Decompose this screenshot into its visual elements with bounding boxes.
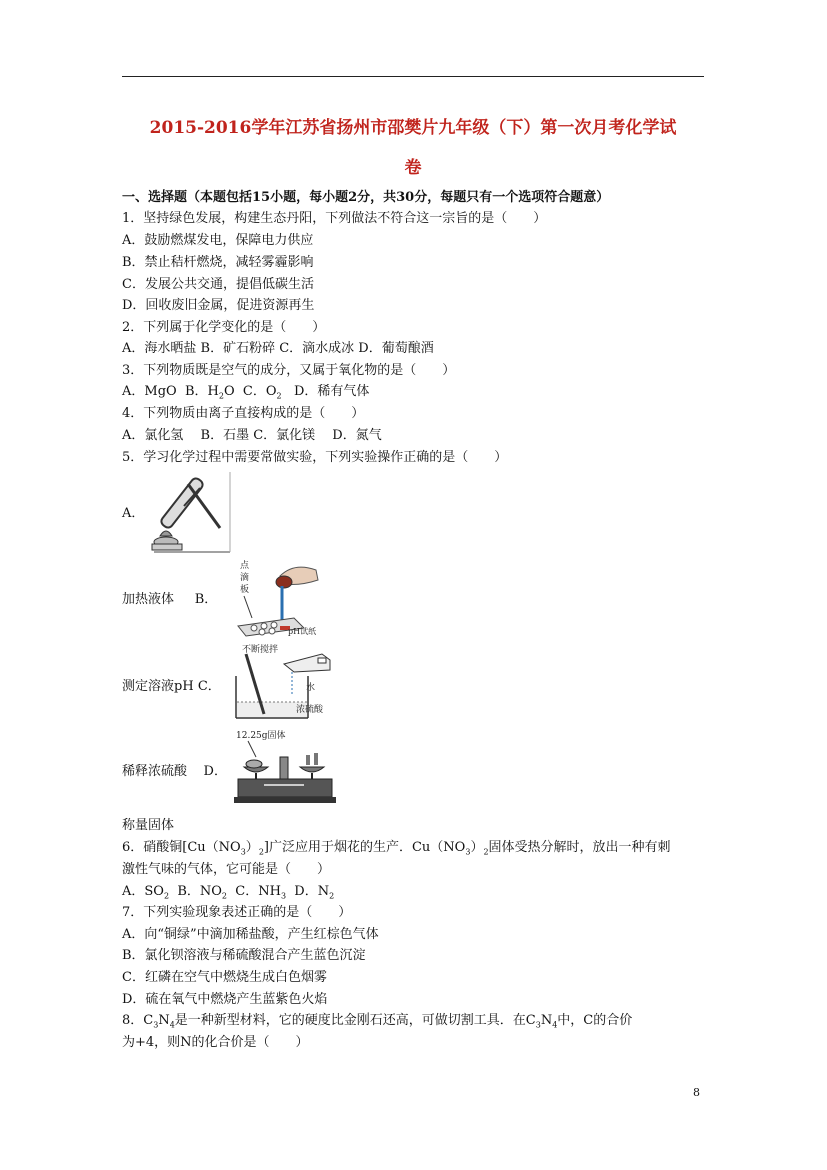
question-7-stem: 7．下列实验现象表述正确的是（ ）	[122, 905, 352, 920]
fig-b-label-2: 滴	[240, 573, 250, 583]
question-6-stem-line-1: 6．硝酸铜$[Cu(NO_3)_2]$广泛应用于烟花的生产．$Cu(NO_3)_2$固体受热分解时，放出一种有刺	[122, 840, 671, 857]
question-3-options	[122, 384, 369, 405]
header-rule	[122, 76, 704, 77]
question-5-stem: 5．学习化学过程中需要常做实验，下列实验操作正确的是（ ）	[122, 450, 508, 465]
heating-liquid-figure	[146, 470, 232, 554]
question-6-stem-line-2: 激性气味的气体，它可能是（ ）	[122, 862, 331, 877]
dilution-figure	[234, 642, 336, 720]
q6-option-c: C．$NH_3$	[235, 884, 287, 901]
fig-d-label: 12.25g固体	[236, 731, 286, 741]
question-1-stem: 1．坚持绿色发展，构建生态丹阳，下列做法不符合这一宗旨的是（ ）	[122, 211, 547, 226]
question-2-stem: 2．下列属于化学变化的是（ ）	[122, 320, 326, 335]
page-title-line-2: 卷	[404, 158, 422, 178]
section-heading: 一、选择题（本题包括15小题，每小题2分，共30分，每题只有一个选项符合题意）	[122, 190, 610, 205]
question-5-option-a-label: A．	[122, 506, 145, 521]
question-7-option-c: C．红磷在空气中燃烧生成白色烟雾	[122, 970, 327, 985]
fig-b-label-1: 点	[240, 561, 250, 571]
question-5-option-c-label: C．	[197, 679, 221, 694]
q3-option-b: B．$H_2O$	[184, 384, 235, 401]
fig-b-label-4: pH试纸	[288, 627, 317, 636]
q3-option-a: A．MgO	[122, 384, 177, 399]
question-5-row-c	[122, 679, 221, 695]
fig-c-label-2: 水	[306, 683, 316, 693]
question-4-stem: 4．下列物质由离子直接构成的是（ ）	[122, 406, 365, 421]
question-7-option-a: A．向“铜绿”中滴加稀盐酸，产生红棕色气体	[122, 927, 379, 942]
option-b-caption: 测定溶液pH	[122, 679, 194, 694]
q6-option-a: A．$SO_2$	[122, 884, 170, 901]
question-5-option-b-label: B．	[194, 592, 218, 607]
question-1-option-b: B．禁止秸杆燃烧，减轻雾霾影响	[122, 255, 314, 270]
q3-option-c: C．$O_2$	[242, 384, 282, 401]
page-title-line-1: 2015-2016学年江苏省扬州市邵樊片九年级（下）第一次月考化学试	[149, 118, 677, 138]
q6-option-b: B．$NO_2$	[177, 884, 227, 901]
fig-c-label-1: 不断搅拌	[242, 645, 279, 655]
question-3-stem: 3．下列物质既是空气的成分，又属于氧化物的是（ ）	[122, 363, 456, 378]
question-1-option-d: D．回收废旧金属，促进资源再生	[122, 298, 315, 313]
question-1-option-a: A．鼓励燃煤发电，保障电力供应	[122, 233, 314, 248]
question-5-option-d-label: D．	[203, 764, 227, 779]
balance-figure	[234, 727, 336, 805]
page-number: 8	[693, 1086, 700, 1099]
question-8-stem-line-1: 8．$C_3N_4$是一种新型材料，它的硬度比金刚石还高，可做切割工具．在$C_3N_4$中，C的合价	[122, 1013, 633, 1030]
option-d-caption: 称量固体	[122, 818, 175, 833]
fig-b-label-3: 板	[240, 585, 250, 595]
ph-test-figure	[234, 556, 322, 640]
question-2-options: A．海水晒盐 B．矿石粉碎 C．滴水成冰 D．葡萄酿酒	[122, 341, 434, 356]
fig-c-label-3: 浓硫酸	[296, 705, 324, 715]
question-5-row-d	[122, 764, 227, 780]
option-c-caption: 稀释浓硫酸	[122, 764, 188, 779]
question-5-row-b	[122, 592, 217, 608]
question-6-options	[122, 884, 334, 905]
question-1-option-c: C．发展公共交通，提倡低碳生活	[122, 277, 314, 292]
question-7-option-b: B．氯化钡溶液与稀硫酸混合产生蓝色沉淀	[122, 948, 366, 963]
question-4-options: A．氯化氢 B．石墨 C．氯化镁 D．氮气	[122, 428, 382, 443]
question-7-option-d: D．硫在氧气中燃烧产生蓝紫色火焰	[122, 992, 328, 1007]
q6-option-d: D．$N_2$	[294, 884, 335, 901]
option-a-caption: 加热液体	[122, 592, 175, 607]
question-8-stem-line-2: 为+4，则N的化合价是（ ）	[122, 1035, 309, 1050]
q3-option-d: D．稀有气体	[293, 384, 370, 399]
